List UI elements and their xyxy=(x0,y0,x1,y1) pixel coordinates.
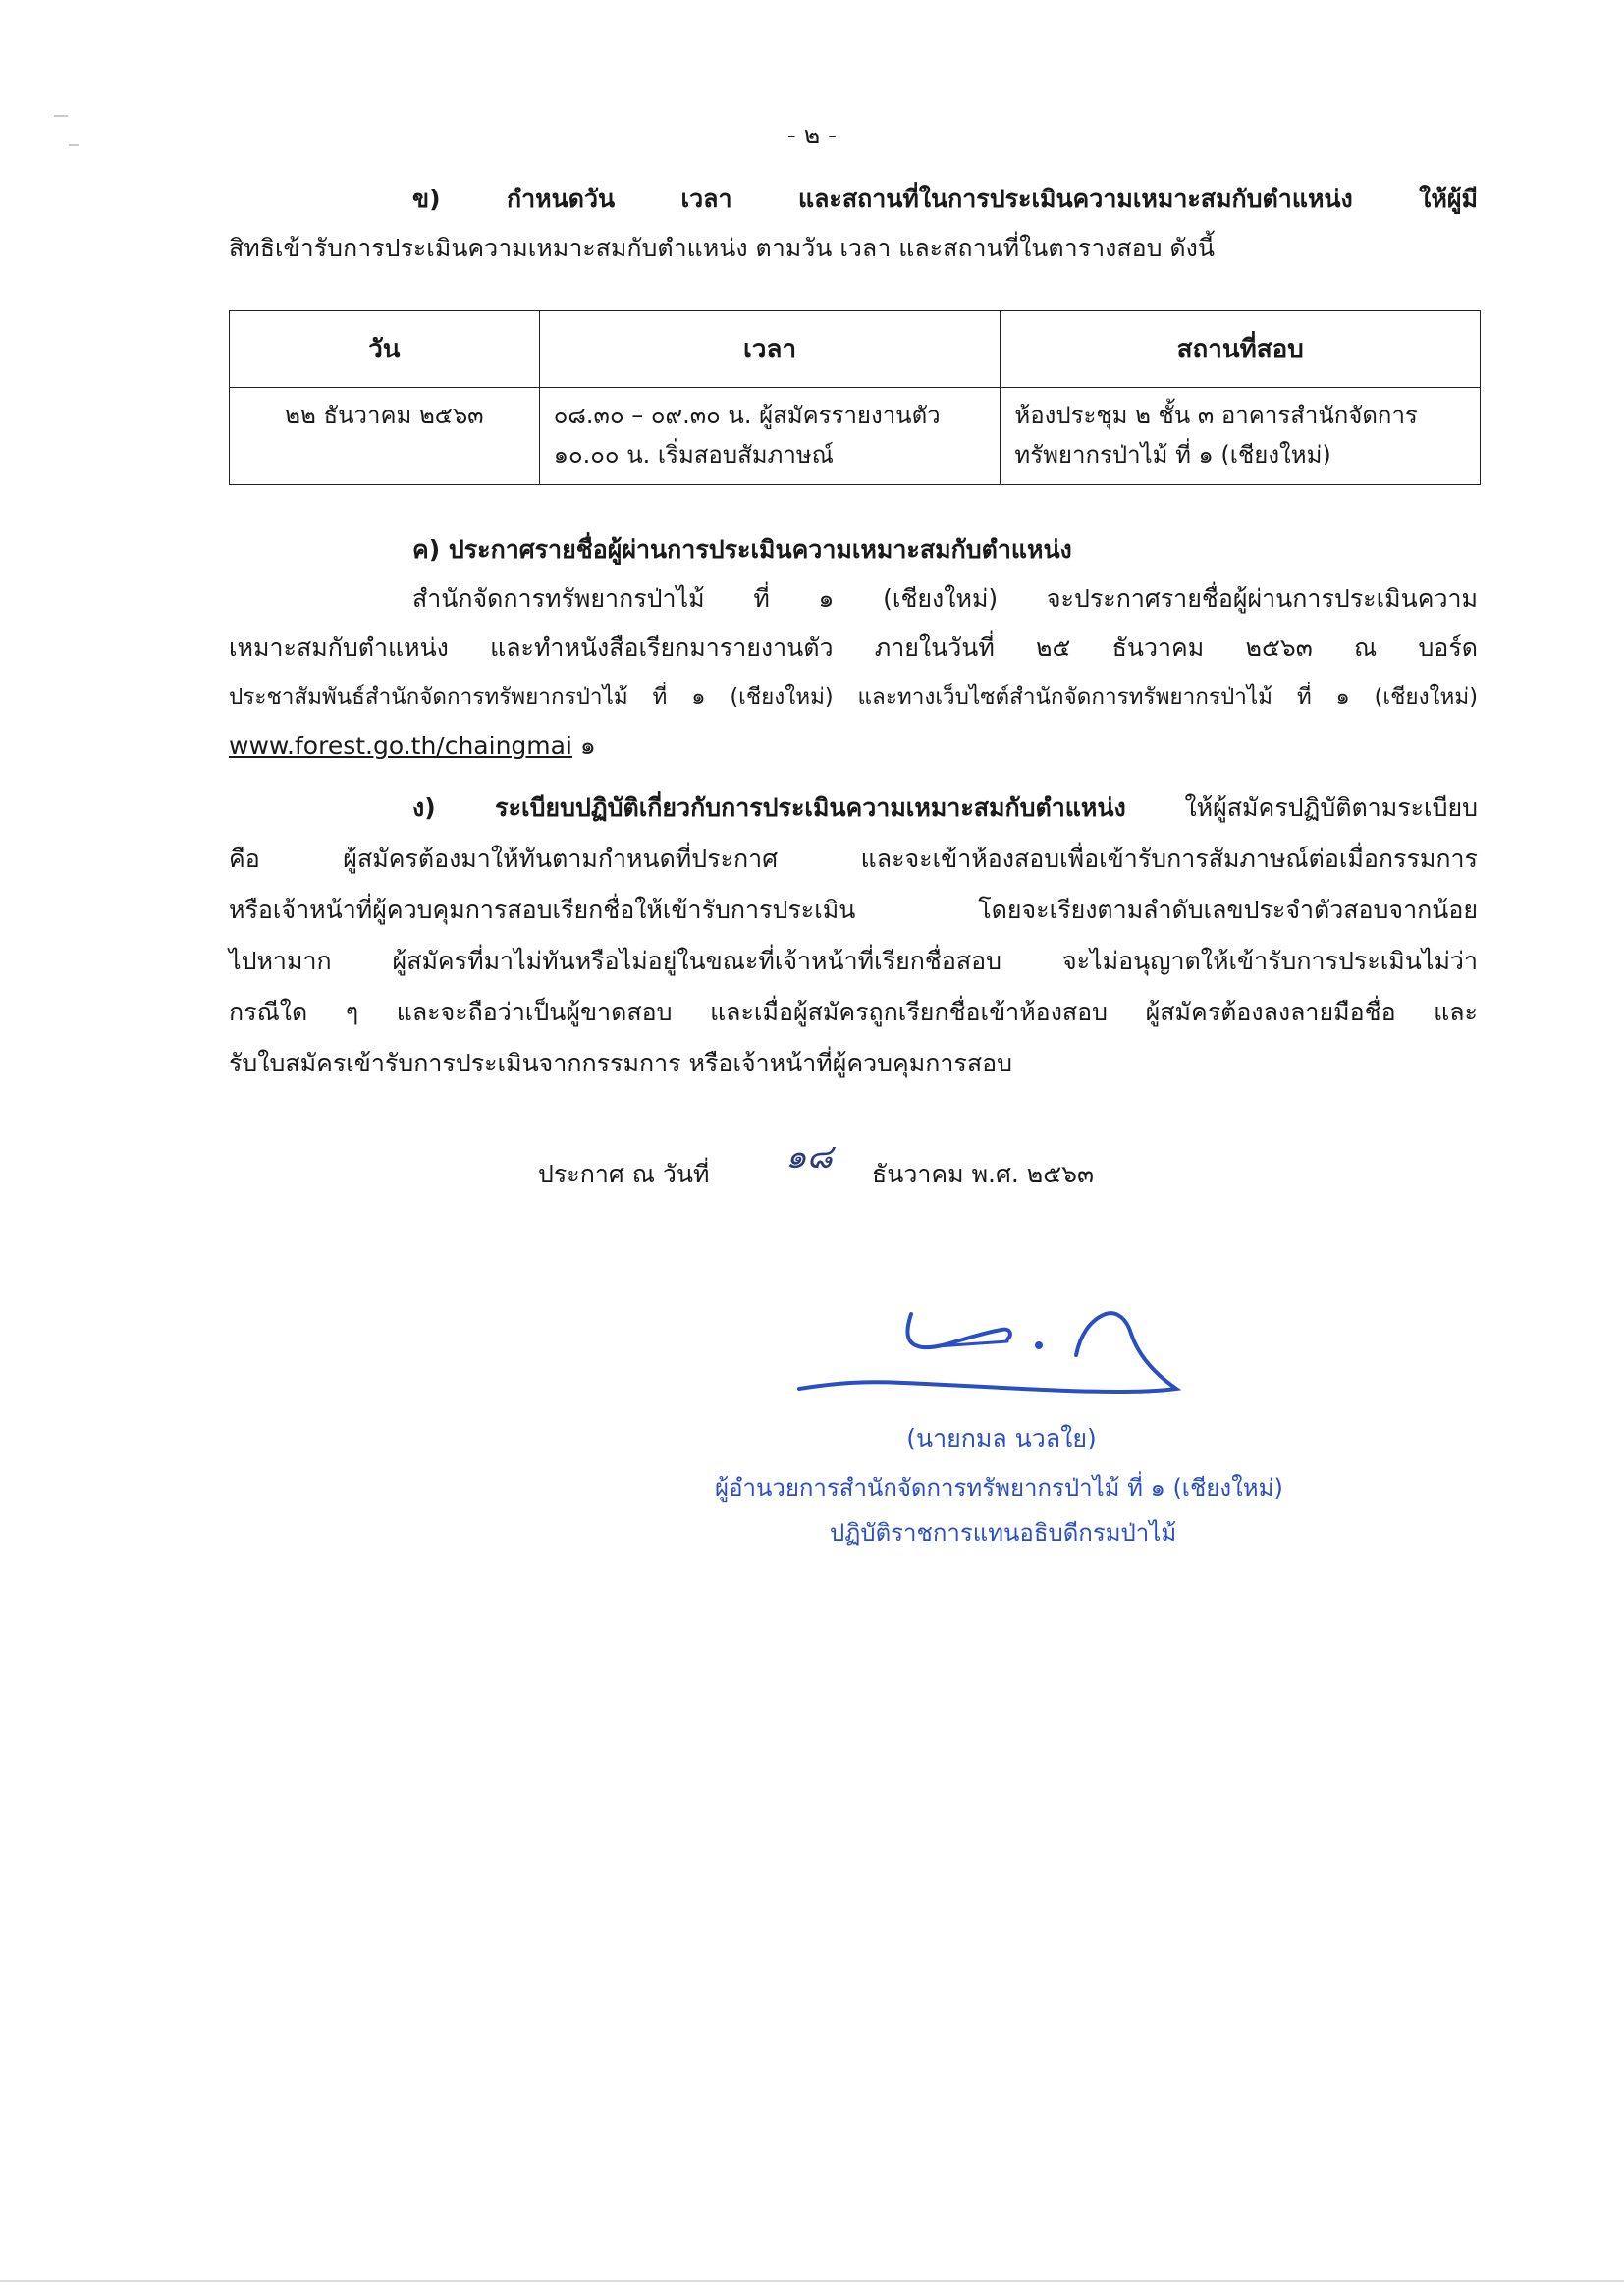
section-d-line-5: กรณีใด ๆ และจะถือว่าเป็นผู้ขาดสอบ และเมื่อผู้สมัครถูกเรียกชื่อเข้าห้องสอบ ผู้สมัครต้องลงลายมือชื่อ และ xyxy=(229,998,1478,1026)
table-header-time: เวลา xyxy=(539,311,1001,388)
announce-day-handwritten: ๑๘ xyxy=(785,1137,833,1176)
announce-prefix: ประกาศ ณ วันที่ xyxy=(538,1160,710,1188)
table-header-row xyxy=(230,311,1481,388)
section-d-line-2: คือ ผู้สมัครต้องมาให้ทันตามกำหนดที่ประกาศ และจะเข้าห้องสอบเพื่อเข้ารับการสัมภาษณ์ต่อเมื่อกรรมการ xyxy=(229,845,1478,873)
table-cell-time xyxy=(539,388,1001,485)
time-line-2: ๑๐.๐๐ น. เริ่มสอบสัมภาษณ์ xyxy=(553,441,834,468)
signatory-name: (นายกมล นวลใย) xyxy=(906,1424,1097,1452)
section-c-line-2: เหมาะสมกับตำแหน่ง และทำหนังสือเรียกมารายงานตัว ภายในวันที่ ๒๕ ธันวาคม ๒๕๖๓ ณ บอร์ด xyxy=(229,633,1478,662)
link-suffix: ๑ xyxy=(571,732,596,760)
announce-suffix: ธันวาคม พ.ศ. ๒๕๖๓ xyxy=(872,1160,1095,1188)
table-header-date: วัน xyxy=(230,311,540,388)
signatory-title-line-2: ปฏิบัติราชการแทนอธิบดีกรมป่าไม้ xyxy=(830,1519,1177,1547)
section-d-line-3: หรือเจ้าหน้าที่ผู้ควบคุมการสอบเรียกชื่อให้เข้ารับการประเมิน โดยจะเรียงตามลำดับเลขประจำตัวสอบจากน้อย xyxy=(229,896,1478,924)
website-link[interactable]: www.forest.go.th/chaingmai xyxy=(229,732,572,760)
section-b-line-1: ข) กำหนดวัน เวลา และสถานที่ในการประเมินความเหมาะสมกับตำแหน่ง ให้ผู้มี xyxy=(412,185,1478,213)
section-b-line-2: สิทธิเข้ารับการประเมินความเหมาะสมกับตำแหน่ง ตามวัน เวลา และสถานที่ในตารางสอบ ดังนี้ xyxy=(229,234,1215,262)
section-d-heading-rest: ให้ผู้สมัครปฏิบัติตามระเบียบ xyxy=(1125,793,1478,822)
time-line-1: ๐๘.๓๐ – ๐๙.๓๐ น. ผู้สมัครรายงานตัว xyxy=(553,402,941,429)
section-c-line-4 xyxy=(229,729,596,764)
table-cell-place xyxy=(1001,388,1481,485)
section-c-line-3: ประชาสัมพันธ์สำนักจัดการทรัพยากรป่าไม้ ที่ ๑ (เชียงใหม่) และทางเว็บไซต์สำนักจัดการทรัพยากรป่าไม้ ที่ ๑ (เชียงใหม่) xyxy=(229,684,1478,710)
section-d-heading: ง) ระเบียบปฏิบัติเกี่ยวกับการประเมินความเหมาะสมกับตำแหน่ง xyxy=(412,793,1126,822)
table-header-place: สถานที่สอบ xyxy=(1001,311,1481,388)
exam-schedule-table xyxy=(229,310,1481,485)
table-cell-date: ๒๒ ธันวาคม ๒๕๖๓ xyxy=(230,388,540,485)
section-c-heading: ค) ประกาศรายชื่อผู้ผ่านการประเมินความเหมาะสมกับตำแหน่ง xyxy=(412,535,1072,564)
signatory-title-line-1: ผู้อำนวยการสำนักจัดการทรัพยากรป่าไม้ ที่ ๑ (เชียงใหม่) xyxy=(715,1474,1283,1502)
signature-image xyxy=(785,1286,1198,1404)
place-line-1: ห้องประชุม ๒ ชั้น ๓ อาคารสำนักจัดการ xyxy=(1014,402,1418,429)
scan-bottom-edge xyxy=(0,2280,1624,2282)
section-d-line-4: ไปหามาก ผู้สมัครที่มาไม่ทันหรือไม่อยู่ในขณะที่เจ้าหน้าที่เรียกชื่อสอบ จะไม่อนุญาตให้เข้ารับการประเมินไม่ว่า xyxy=(229,947,1478,975)
section-d-line-1 xyxy=(412,791,1478,826)
place-line-2: ทรัพยากรป่าไม้ ที่ ๑ (เชียงใหม่) xyxy=(1014,441,1331,468)
table-row xyxy=(230,388,1481,485)
page-number: - ๒ - xyxy=(786,121,838,149)
section-d-line-6: รับใบสมัครเข้ารับการประเมินจากกรรมการ หรือเจ้าหน้าที่ผู้ควบคุมการสอบ xyxy=(229,1049,1012,1077)
section-c-line-1: สำนักจัดการทรัพยากรป่าไม้ ที่ ๑ (เชียงใหม่) จะประกาศรายชื่อผู้ผ่านการประเมินความ xyxy=(412,584,1478,613)
